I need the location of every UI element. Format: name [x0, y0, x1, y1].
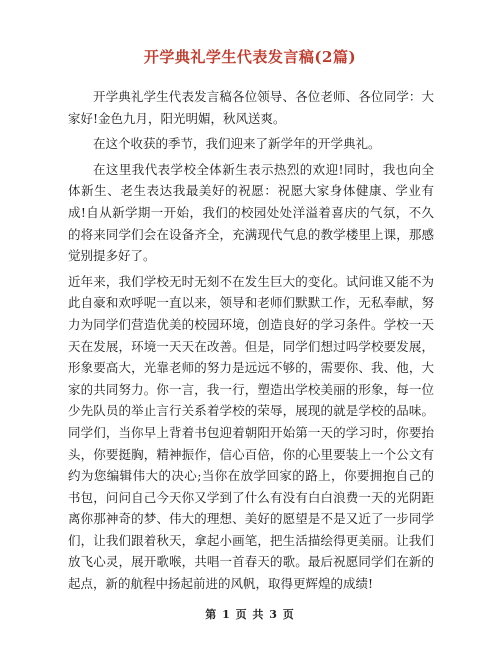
- paragraph-welcome: 在这里我代表学校全体新生表示热烈的欢迎!同时，我也向全体新生、老生表达我最美好的祝愿：祝愿大家身体健康、学业有成!自从新学期一开始，我们的校园处处洋溢着喜庆的气氛，不久的将来同学们会在设备齐全，充满现代气息的教学楼里上课，那感觉别提多好了。: [68, 161, 434, 264]
- paragraph-greeting: 开学典礼学生代表发言稿各位领导、各位老师、各位同学：大家好!金色九月，阳光明媚，秋风送爽。: [68, 89, 434, 126]
- document-body: [68, 86, 434, 599]
- paragraph-main: 近年来，我们学校无时无刻不在发生巨大的变化。试问谁又能不为此自豪和欢呼呢一直以来，领导和老师们默默工作，无私奉献，努力为同学们营造优美的校园环境，创造良好的学习条件。学校一天天在发展，环境一天天在改善。但是，同学们想过吗学校要发展，形象要高大，光靠老师的努力是远远不够的，需要你、我、他，大家的共同努力。你一言，我一行，塑造出学校美丽的形象，每一位少先队员的举止言行关系着学校的荣辱，展现的就是学校的品味。同学们，当你早上背着书包迎着朝阳开始第一天的学习时，你要抬头，你要挺胸，精神振作，信心百倍，你的心里要装上一个公文有约为您编辑伟大的决心;当你在放学回家的路上，你要拥抱自己的书包，问问自己今天你又学到了什么有没有白白浪费一天的光阴距离你那神奇的梦、伟大的理想、美好的愿望是不是又近了一步同学们，让我们跟着秋天，拿起小画笔，把生活描绘得更美丽。让我们放飞心灵，展开歌喉，共唱一首春天的歌。最后祝愿同学们在新的起点，新的航程中扬起前进的风帆，取得更辉煌的成绩!: [68, 273, 434, 592]
- paragraph-season: 在这个收获的季节，我们迎来了新学年的开学典礼。: [93, 136, 381, 152]
- document-title: 开学典礼学生代表发言稿(2篇): [143, 48, 357, 66]
- page-number: 第 1 页 共 3 页: [205, 608, 295, 621]
